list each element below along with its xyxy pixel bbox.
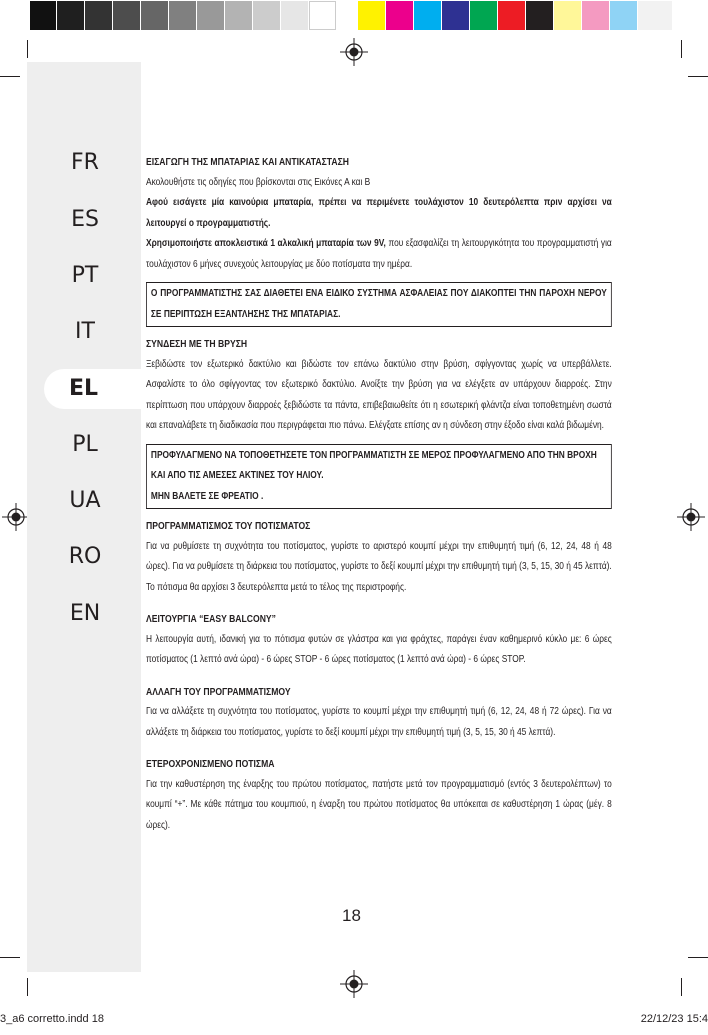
swatch-11 — [309, 1, 336, 30]
swatch-21 — [610, 1, 637, 30]
easy-balcony-text: Η λειτουργία αυτή, ιδανική για το πότισμα φυτών σε γλάστρα και για φράχτες, παράγει έναν καθημερινό κύκλο με: 6 ώρες ποτίσματος (1 λεπτό ανά ώρα) - 6 ώρες STOP - 6 ώρες ποτίσματος (1 λεπτό ανά ώρα) - 6 ώρες STOP. — [146, 633, 612, 665]
swatch-10 — [281, 1, 308, 30]
swatch-18 — [526, 1, 553, 30]
slug-file-name: 3_a6 corretto.indd 18 — [0, 1013, 104, 1025]
swatch-6 — [169, 1, 196, 30]
section-title-programming: ΠΡΟΓΡΑΜΜΑΤΙΣΜΟΣ ΤΟΥ ΠΟΤΙΣΜΑΤΟΣ — [146, 520, 311, 532]
swatch-3 — [85, 1, 112, 30]
crop-mark-bl-h — [0, 957, 20, 958]
placement-warning-line1: ΠΡΟΦΥΛΑΓΜΕΝΟ ΝΑ ΤΟΠΟΘΕΤΗΣΕΤΕ ΤΟΝ ΠΡΟΓΡΑΜΜΑΤΙΣΤΗ ΣΕ ΜΕΡΟΣ ΠΡΟΦΥΛΑΓΜΕΝΟ ΑΠΟ ΤΗΝ ΒΡΟΧΗ ΚΑΙ ΑΠΟ ΤΙΣ ΑΜΕΣΕΣ ΑΚΤΙΝΕΣ ΤΟΥ ΗΛΙΟΥ. — [150, 449, 597, 481]
swatch-2 — [57, 1, 84, 30]
section-title-change-programming: ΑΛΛΑΓΗ ΤΟΥ ΠΡΟΓΡΑΜΜΑΤΙΣΜΟΥ — [146, 685, 291, 698]
swatch-5 — [141, 1, 168, 30]
swatch-17 — [498, 1, 525, 30]
change-programming-text: Για να αλλάξετε τη συχνότητα του ποτίσματος, γυρίστε το κουμπί μέχρι την επιθυμητή τιμή (6, 12, 24, 48 ή 72 ώρες). Για να αλλάξετε τη διάρκεια του ποτίσματος, γυρίστε το δεξί κουμπί μέχρι την επιθυμητή τιμή (3, 5, 15, 30 ή 45 λεπτά). — [146, 706, 612, 738]
battery-type-note — [146, 234, 612, 275]
programming-text: Για να ρυθμίσετε τη συχνότητα του ποτίσματος, γυρίστε το αριστερό κουμπί μέχρι την επιθυμητή τιμή (6, 12, 24, 48 ή 48 ώρες). Για να ρυθμίσετε τη διάρκεια του ποτίσματος, γυρίστε το δεξί κουμπί μέχρι την επιθυμητή τιμή (3, 5, 15, 30 ή 45 λεπτά). Το πότισμα θα αρχίσει 3 δευτερόλεπτα μετά το τέλος της περιστροφής. — [146, 540, 612, 593]
crop-mark-tr-v — [681, 40, 682, 58]
battery-instructions-ref: Ακολουθήστε τις οδηγίες που βρίσκονται στις Εικόνες Α και Β — [146, 176, 371, 188]
delayed-watering-text: Για την καθυστέρηση της έναρξης του πρώτου ποτίσματος, πατήστε μετά τον προγραμματισμό (εντός 3 δευτερολέπτων) το κουμπί “+”. Με κάθε πάτημα του κουμπιού, η έναρξη του πρώτου ποτίσματος θα υπόκειται σε καθυστέρηση 1 ώρας (μέγ. 8 ώρες). — [146, 778, 612, 831]
swatch-13 — [386, 1, 413, 30]
lang-tab-en[interactable]: EN — [69, 601, 101, 626]
color-calibration-bar — [0, 0, 708, 30]
swatch-16 — [470, 1, 497, 30]
registration-mark-left-icon — [2, 503, 30, 531]
slug-date-time: 22/12/23 15:4 — [640, 1013, 708, 1025]
lang-tab-es[interactable]: ES — [71, 207, 99, 232]
battery-type-rest: που εξασφαλίζει τη λειτουργικότητα του προγραμματιστή για τουλάχιστον 6 μήνες συνεχούς λειτουργίας με δύο ποτίσματα την ημέρα. — [146, 238, 612, 270]
crop-mark-tl-v — [27, 40, 28, 58]
registration-mark-top-icon — [340, 38, 368, 66]
lang-tab-it[interactable]: IT — [75, 319, 95, 344]
lang-tab-el[interactable]: EL — [44, 369, 141, 409]
battery-type-bold: Χρησιμοποιήστε αποκλειστικά 1 αλκαλική μπαταρία των 9V, — [146, 238, 386, 249]
safety-system-box: Ο ΠΡΟΓΡΑΜΜΑΤΙΣΤΗΣ ΣΑΣ ΔΙΑΘΕΤΕΙ ΕΝΑ ΕΙΔΙΚΟ ΣΥΣΤΗΜΑ ΑΣΦΑΛΕΙΑΣ ΠΟΥ ΔΙΑΚΟΠΤΕΙ ΤΗΝ ΠΑΡΟΧΗ ΝΕΡΟΥ ΣΕ ΠΕΡΙΠΤΩΣΗ ΕΞΑΝΤΛΗΣΗΣ ΤΗΣ ΜΠΑΤΑΡΙΑΣ. — [146, 282, 612, 327]
swatch-7 — [197, 1, 224, 30]
swatch-12 — [358, 1, 385, 30]
swatch-20 — [582, 1, 609, 30]
swatch-22 — [638, 1, 672, 30]
registration-mark-right-icon — [677, 503, 705, 531]
section-title-easy-balcony: ΛΕΙΤΟΥΡΓΙΑ “EASY BALCONY” — [146, 613, 276, 625]
instructions-content — [146, 152, 612, 836]
section-title-delayed-watering: ΕΤΕΡΟΧΡΟΝΙΣΜΕΝΟ ΠΟΤΙΣΜΑ — [146, 758, 275, 770]
placement-warning-line2: ΜΗΝ ΒΑΛΕΤΕ ΣΕ ΦΡΕΑΤΙΟ . — [150, 490, 264, 502]
registration-mark-bottom-icon — [340, 970, 368, 998]
lang-tab-pt[interactable]: PT — [71, 263, 99, 288]
section-title-battery: ΕΙΣΑΓΩΓΗ ΤΗΣ ΜΠΑΤΑΡΙΑΣ ΚΑΙ ΑΝΤΙΚΑΤΑΣΤΑΣΗ — [146, 156, 350, 168]
lang-tab-ro[interactable]: RO — [68, 544, 102, 569]
page-number: 18 — [342, 906, 361, 925]
lang-tab-pl[interactable]: PL — [72, 432, 98, 457]
crop-mark-br-v — [681, 978, 682, 996]
crop-mark-bl-v — [27, 978, 28, 996]
swatch-4 — [113, 1, 140, 30]
battery-wait-note: Αφού εισάγετε μία καινούρια μπαταρία, πρέπει να περιμένετε τουλάχιστον 10 δευτερόλεπτα πριν αρχίσει να λειτουργεί ο προγραμματιστής. — [146, 197, 612, 229]
placement-warning-box — [146, 444, 612, 510]
crop-mark-tr-h — [688, 76, 708, 77]
swatch-14 — [414, 1, 441, 30]
crop-mark-br-h — [688, 957, 708, 958]
swatch-8 — [225, 1, 252, 30]
crop-mark-tl-h — [0, 76, 20, 77]
lang-tab-fr[interactable]: FR — [71, 150, 99, 175]
swatch-9 — [253, 1, 280, 30]
lang-tab-ua[interactable]: UA — [69, 488, 101, 513]
swatch-15 — [442, 1, 469, 30]
swatch-1 — [30, 1, 56, 30]
swatch-19 — [554, 1, 581, 30]
section-title-tap: ΣΥΝΔΕΣΗ ΜΕ ΤΗ ΒΡΥΣΗ — [146, 338, 248, 350]
tap-connection-text: Ξεβιδώστε τον εξωτερικό δακτύλιο και βιδώστε τον επάνω δακτύλιο στην βρύση, σφίγγοντας χωρίς να υπερβάλλετε. Ασφαλίστε το όλο σφίγγοντας τον εξωτερικό δακτύλιο. Ανοίξτε την βρύση για να ελέγξετε αν υπάρχουν διαρροές. Στην περίπτωση που υπάρχουν διαρροές ξεβιδώστε τα πάντα, επιβεβαιωθείτε ότι η εσωτερική φλάντζα είναι τοποθετημένη σωστά και επαναλάβετε τη διαδικασία που περιγράφεται πιο πάνω. Ελέγξατε επίσης αν η σύνδεση στην έξοδο είναι καλά βιδωμένη. — [146, 358, 612, 431]
